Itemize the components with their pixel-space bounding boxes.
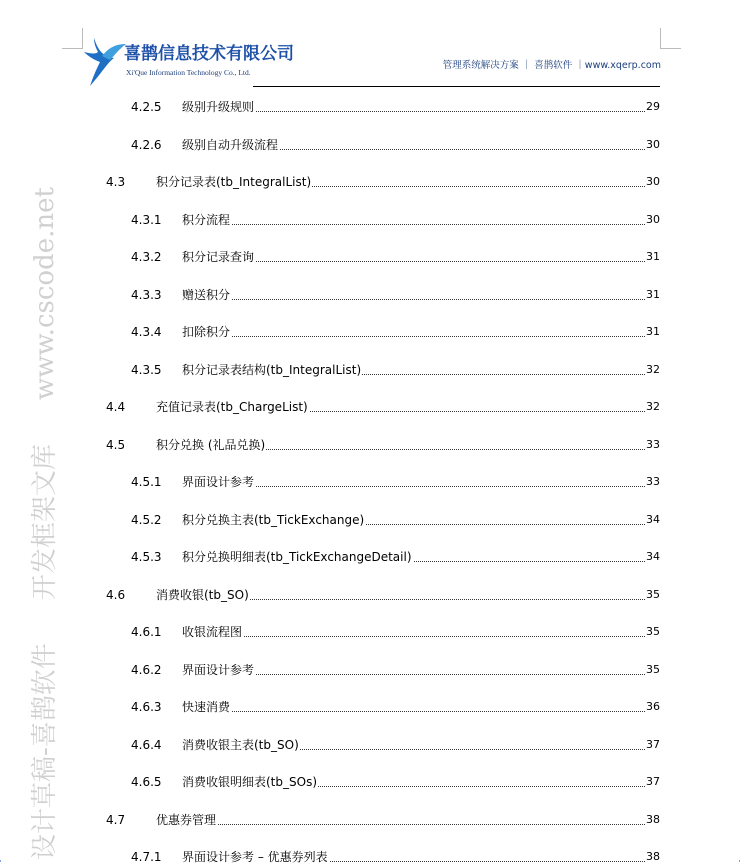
- toc-title[interactable]: 消费收银明细表(tb_SOs): [182, 775, 318, 789]
- leader-dots: [182, 299, 645, 300]
- toc-entry[interactable]: [0, 737, 660, 753]
- toc-entry[interactable]: [0, 362, 660, 378]
- toc-title[interactable]: 积分兑换主表(tb_TickExchange): [182, 512, 365, 527]
- toc-entry[interactable]: [0, 549, 660, 565]
- toc-number: 4.3.2: [131, 250, 162, 264]
- toc-entry[interactable]: [0, 399, 660, 415]
- toc-page-number: 32: [646, 400, 660, 413]
- toc-number: 4.5: [106, 437, 126, 452]
- toc-page-number: 30: [646, 212, 660, 226]
- toc-entry[interactable]: [0, 212, 660, 228]
- toc-title[interactable]: 级别升级规则: [182, 100, 255, 114]
- toc-page-number: 29: [646, 100, 660, 113]
- toc-number: 4.3.5: [131, 362, 162, 377]
- toc-title[interactable]: 快速消费: [182, 700, 231, 714]
- toc-number: 4.4: [106, 400, 126, 414]
- toc-entry[interactable]: [0, 662, 660, 678]
- toc-entry[interactable]: [0, 512, 660, 528]
- leader-dots: [182, 224, 645, 225]
- toc-entry[interactable]: [0, 624, 660, 640]
- toc-number: 4.2.6: [131, 137, 162, 152]
- toc-title[interactable]: 积分记录表结构(tb_IntegralList): [182, 362, 362, 377]
- header-tagline: 管理系统解决方案 ｜ 喜鹊软件 ｜www.xqerp.com: [442, 60, 661, 71]
- toc-title[interactable]: 级别自动升级流程: [182, 137, 279, 152]
- leader-dots: [182, 711, 645, 712]
- toc-number: 4.6: [106, 587, 126, 602]
- toc-page-number: 32: [646, 362, 660, 376]
- watermark-line: www.cscode.net: [30, 187, 60, 400]
- toc-title[interactable]: 界面设计参考: [182, 475, 255, 489]
- company-name-en: Xi'Que Information Technology Co., Ltd.: [126, 68, 251, 77]
- toc-page-number: 33: [646, 475, 660, 488]
- toc-number: 4.6.3: [131, 700, 162, 714]
- toc-title[interactable]: 扣除积分: [182, 325, 231, 339]
- header-rule: [253, 86, 660, 87]
- toc-page-number: 35: [646, 587, 660, 601]
- toc-number: 4.3.1: [131, 212, 162, 227]
- toc-entry[interactable]: [0, 774, 660, 790]
- toc-title[interactable]: 积分兑换明细表(tb_TickExchangeDetail): [182, 550, 412, 564]
- crop-mark-right: [660, 28, 681, 49]
- toc-entry[interactable]: [0, 474, 660, 490]
- toc-page-number: 38: [646, 850, 660, 863]
- toc-title[interactable]: 界面设计参考 – 优惠券列表: [182, 850, 328, 864]
- toc-number: 4.3.4: [131, 325, 162, 339]
- toc-number: 4.6.1: [131, 625, 162, 639]
- toc-title[interactable]: 消费收银(tb_SO): [156, 587, 249, 602]
- toc-title[interactable]: 积分记录表(tb_IntegralList): [156, 175, 312, 189]
- leader-dots: [156, 824, 645, 825]
- toc-entry[interactable]: [0, 324, 660, 340]
- toc-title[interactable]: 消费收银主表(tb_SO): [182, 737, 299, 752]
- toc-page-number: 31: [646, 287, 660, 301]
- toc-title[interactable]: 优惠券管理: [156, 812, 217, 827]
- toc-entry[interactable]: [0, 699, 660, 715]
- toc-entry[interactable]: [0, 137, 660, 153]
- toc-number: 4.5.2: [131, 512, 162, 527]
- toc-entry[interactable]: [0, 437, 660, 453]
- watermark-line: 设计草稿-喜鹊软件: [30, 643, 60, 860]
- toc-entry[interactable]: [0, 587, 660, 603]
- toc-page-number: 31: [646, 325, 660, 338]
- toc-entry[interactable]: [0, 812, 660, 828]
- magpie-logo-icon: [84, 36, 126, 88]
- toc-entry[interactable]: [0, 174, 660, 190]
- toc-number: 4.5.1: [131, 475, 162, 489]
- toc-page-number: 38: [646, 812, 660, 826]
- toc-number: 4.3: [106, 175, 126, 189]
- toc-page-number: 31: [646, 250, 660, 263]
- toc-number: 4.7: [106, 812, 126, 827]
- toc-page-number: 35: [646, 625, 660, 638]
- toc-page-number: 30: [646, 137, 660, 151]
- toc-page-number: 37: [646, 775, 660, 788]
- toc-entry[interactable]: [0, 99, 660, 115]
- toc-title[interactable]: 积分记录查询: [182, 250, 255, 264]
- toc-entry[interactable]: [0, 287, 660, 303]
- toc-title[interactable]: 界面设计参考: [182, 662, 255, 677]
- toc-number: 4.5.3: [131, 550, 162, 564]
- leader-dots: [182, 336, 645, 337]
- toc-number: 4.3.3: [131, 287, 162, 302]
- company-name-cn: 喜鹊信息技术有限公司: [124, 44, 294, 64]
- toc-title[interactable]: 积分流程: [182, 212, 231, 227]
- leader-dots: [182, 636, 645, 637]
- crop-mark-left: [62, 28, 83, 49]
- watermark-line: 开发框架文库: [30, 443, 60, 600]
- toc-number: 4.6.2: [131, 662, 162, 677]
- toc-title[interactable]: 充值记录表(tb_ChargeList): [156, 400, 308, 414]
- toc-number: 4.2.5: [131, 100, 162, 114]
- toc-page-number: 33: [646, 437, 660, 451]
- toc-page-number: 34: [646, 512, 660, 526]
- toc-page-number: 37: [646, 737, 660, 751]
- toc-page-number: 35: [646, 662, 660, 676]
- toc-title[interactable]: 赠送积分: [182, 287, 231, 302]
- toc-entry[interactable]: [0, 249, 660, 265]
- toc-title[interactable]: 收银流程图: [182, 625, 243, 639]
- toc-number: 4.7.1: [131, 850, 162, 864]
- toc-number: 4.6.4: [131, 737, 162, 752]
- toc-page-number: 36: [646, 700, 660, 713]
- toc-title[interactable]: 积分兑换 (礼品兑换): [156, 437, 266, 452]
- toc-page-number: 30: [646, 175, 660, 188]
- toc-page-number: 34: [646, 550, 660, 563]
- toc-number: 4.6.5: [131, 775, 162, 789]
